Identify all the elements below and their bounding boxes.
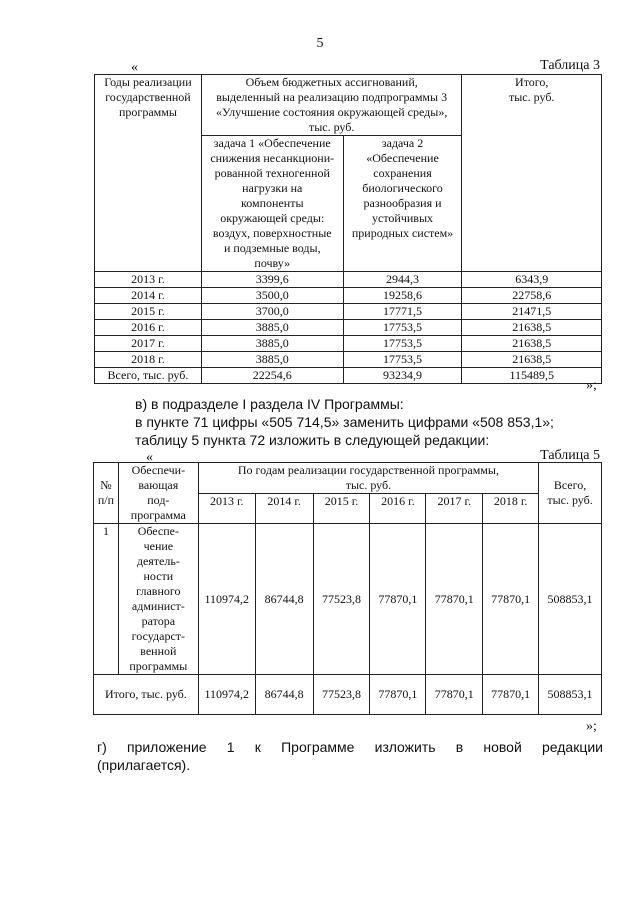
value-cell: 77870,1 — [483, 524, 539, 675]
value-cell: 110974,2 — [198, 524, 255, 675]
paragraph-g-line2: (прилагается). — [97, 757, 191, 773]
year-cell: 2013 г. — [95, 272, 202, 288]
total-row-label: Итого, тыс. руб. — [94, 675, 199, 715]
total-cell: 508853,1 — [539, 524, 602, 675]
year-cell: 2018 г. — [95, 352, 202, 368]
page-number: 5 — [316, 36, 324, 51]
task1-cell: 3885,0 — [201, 352, 343, 368]
table3-header-budget: Объем бюджетных ассигнований, выделенный на реализацию подпрограммы 3 «Улучшение состояния окружающей среды», тыс. руб. — [201, 75, 462, 136]
table-row — [95, 320, 602, 336]
table5-caption: Таблица 5 — [540, 448, 600, 463]
task1-cell: 3700,0 — [201, 304, 343, 320]
task2-cell: 17753,5 — [343, 352, 462, 368]
year-cell: 2014 г. — [95, 288, 202, 304]
row-number: 1 — [94, 524, 119, 675]
table-row — [94, 675, 602, 715]
table-row — [95, 336, 602, 352]
value-cell: 77870,1 — [426, 675, 483, 715]
table3-caption: Таблица 3 — [540, 58, 600, 73]
total-cell: 21638,5 — [462, 352, 602, 368]
total-cell: 21638,5 — [462, 336, 602, 352]
table-row — [95, 272, 602, 288]
year-header: 2016 г. — [370, 494, 426, 524]
open-quote-table3: « — [131, 60, 138, 75]
task2-cell: 19258,6 — [343, 288, 462, 304]
task2-cell: 17753,5 — [343, 320, 462, 336]
table5-header-subprogram: Обеспечи- вающая под- программа — [118, 463, 198, 524]
open-quote-table5: « — [146, 450, 153, 465]
close-quote-table3: »; — [586, 378, 597, 393]
value-cell: 77523,8 — [313, 675, 370, 715]
total-cell: 115489,5 — [462, 368, 602, 384]
table-row — [95, 368, 602, 384]
paragraph-b-line2: в пункте 71 цифры «505 714,5» заменить цифрами «508 853,1»; — [135, 414, 554, 430]
table3-header-task2: задача 2 «Обеспечение сохранения биологического разнообразия и устойчивых природных систем» — [343, 136, 462, 272]
total-cell: 22758,6 — [462, 288, 602, 304]
table-row — [94, 524, 602, 675]
task1-cell: 22254,6 — [201, 368, 343, 384]
task1-cell: 3399,6 — [201, 272, 343, 288]
table3 — [94, 74, 602, 384]
subprogram-name: Обеспе- чение деятель- ности главного админист- ратора государст- венной программы — [118, 524, 198, 675]
total-cell: 21638,5 — [462, 320, 602, 336]
table-row — [95, 304, 602, 320]
paragraph-g-line1: г) приложение 1 к Программе изложить в новой редакции — [97, 739, 603, 755]
table5-header-num: № п/п — [94, 463, 119, 524]
year-cell: 2016 г. — [95, 320, 202, 336]
value-cell: 110974,2 — [198, 675, 255, 715]
table5-header-years: По годам реализации государственной программы, тыс. руб. — [198, 463, 538, 494]
year-header: 2015 г. — [313, 494, 370, 524]
table3-header-total: Итого, тыс. руб. — [462, 75, 602, 272]
task2-cell: 17771,5 — [343, 304, 462, 320]
value-cell: 77523,8 — [313, 524, 370, 675]
table3-header-task1: задача 1 «Обеспечение снижения несанкциони- рованной техногенной нагрузки на компоненты окружающей среды: воздух, поверхностные и подземные воды, почву» — [201, 136, 343, 272]
table3-header-years: Годы реализации государственной программы — [95, 75, 202, 272]
paragraph-b-line3: таблицу 5 пункта 72 изложить в следующей редакции: — [135, 432, 490, 448]
task1-cell: 3500,0 — [201, 288, 343, 304]
value-cell: 77870,1 — [426, 524, 483, 675]
table-row — [95, 352, 602, 368]
table5 — [93, 462, 602, 715]
table5-header-total: Всего, тыс. руб. — [539, 463, 602, 524]
value-cell: 86744,8 — [255, 524, 313, 675]
task2-cell: 17753,5 — [343, 336, 462, 352]
close-quote-table5: »; — [586, 719, 597, 734]
value-cell: 77870,1 — [370, 524, 426, 675]
year-header: 2018 г. — [483, 494, 539, 524]
year-cell: 2017 г. — [95, 336, 202, 352]
total-cell: 508853,1 — [539, 675, 602, 715]
paragraph-b-line1: в) в подразделе I раздела IV Программы: — [135, 396, 404, 412]
year-cell: 2015 г. — [95, 304, 202, 320]
total-cell: 6343,9 — [462, 272, 602, 288]
task2-cell: 93234,9 — [343, 368, 462, 384]
year-cell: Всего, тыс. руб. — [95, 368, 202, 384]
value-cell: 86744,8 — [255, 675, 313, 715]
year-header: 2013 г. — [198, 494, 255, 524]
task1-cell: 3885,0 — [201, 320, 343, 336]
task1-cell: 3885,0 — [201, 336, 343, 352]
table-row — [95, 288, 602, 304]
year-header: 2014 г. — [255, 494, 313, 524]
total-cell: 21471,5 — [462, 304, 602, 320]
year-header: 2017 г. — [426, 494, 483, 524]
task2-cell: 2944,3 — [343, 272, 462, 288]
value-cell: 77870,1 — [370, 675, 426, 715]
value-cell: 77870,1 — [483, 675, 539, 715]
